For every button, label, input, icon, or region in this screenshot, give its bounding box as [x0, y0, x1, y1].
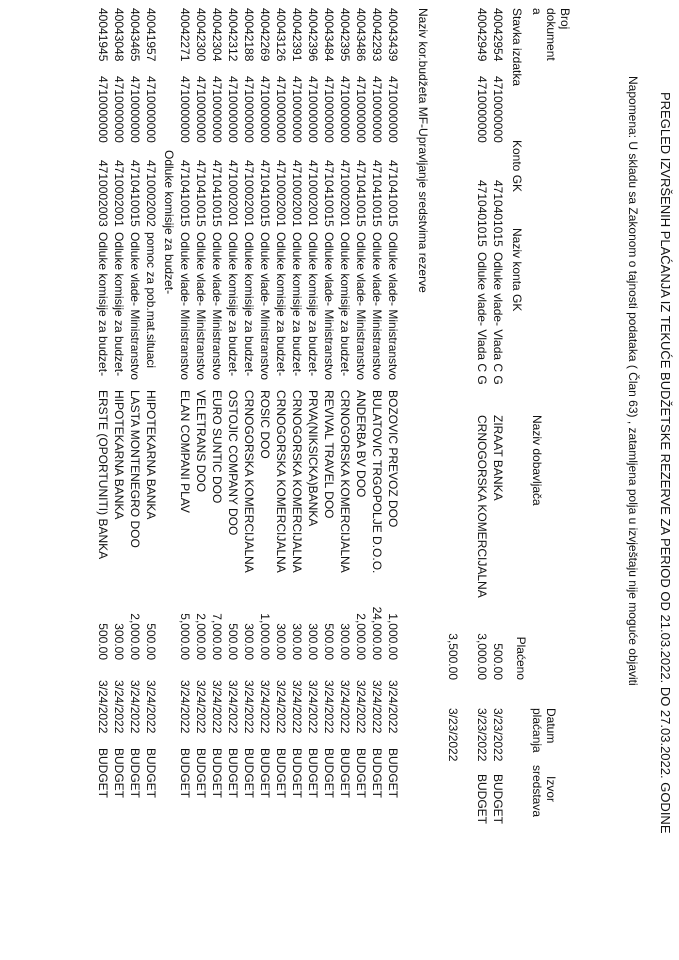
cell-stavka: 4710000000	[144, 76, 158, 143]
header-datum-line1: Datum	[544, 708, 558, 744]
cell-iznos: 500.00	[144, 623, 158, 660]
cell-doc: 40042396	[306, 8, 320, 62]
cell-stavka: 4710000000	[226, 76, 240, 143]
cell-iznos: 500.00	[491, 643, 505, 680]
cell-doc: 40042293	[370, 8, 384, 62]
section-label: Odluke komisije za budzet-	[162, 150, 176, 295]
cell-iznos: 300.00	[338, 623, 352, 660]
cell-konto: 4710002001	[274, 160, 288, 227]
header-izvor-line1: Izvor	[544, 776, 558, 803]
cell-datum: 3/24/2022	[128, 680, 142, 734]
cell-datum: 3/24/2022	[112, 680, 126, 734]
cell-dobavljac: OSTOJIC COMPANY DOO	[226, 390, 240, 536]
cell-stavka: 4710000000	[290, 76, 304, 143]
cell-naziv: Odluke vlade- Ministranstvo	[370, 232, 384, 381]
cell-izvor: BUDGET	[370, 748, 384, 799]
cell-dobavljac: HIPOTEKARNA BANKA	[112, 390, 126, 520]
cell-izvor: BUDGET	[242, 748, 256, 799]
cell-dobavljac: ELAN COMPANI PLAV	[178, 390, 192, 513]
cell-datum: 3/24/2022	[322, 680, 336, 734]
cell-iznos: 500.00	[322, 623, 336, 660]
cell-izvor: BUDGET	[112, 748, 126, 799]
cell-dobavljac: CRNOGORSKA KOMERCIJALNA	[274, 390, 288, 573]
cell-stavka: 4710000000	[306, 76, 320, 143]
cell-konto: 4710410015	[258, 160, 272, 227]
cell-konto: 4710410015	[354, 160, 368, 227]
cell-datum: 3/24/2022	[226, 680, 240, 734]
cell-konto: 4710002001	[226, 160, 240, 227]
cell-doc: 40042949	[475, 8, 489, 62]
cell-stavka: 4710000000	[338, 76, 352, 143]
cell-izvor: BUDGET	[274, 748, 288, 799]
cell-konto: 4710002001	[290, 160, 304, 227]
header-datum-line2: plaćanja	[530, 708, 544, 753]
cell-naziv: Odluke vlade- Vlada C G	[491, 252, 505, 385]
cell-dobavljac: ERSTE (OPORTUNITI) BANKA	[96, 390, 110, 560]
cell-datum: 3/23/2022	[475, 708, 489, 762]
cell-naziv: Odluke vlade- Ministranstvo	[354, 232, 368, 381]
cell-datum: 3/24/2022	[338, 680, 352, 734]
cell-datum: 3/24/2022	[178, 680, 192, 734]
cell-naziv: Odluke komisije za budzet-	[242, 232, 256, 377]
cell-naziv: Odluke vlade- Ministranstvo	[194, 232, 208, 381]
page-title: PREGLED IZVRŠENIH PLAĆANJA IZ TEKUĆE BUDŽETSKE REZERVE ZA PERIOD OD 21.03.2022. DO 27.03.2022. GODINE	[658, 92, 673, 834]
cell-datum: 3/24/2022	[370, 680, 384, 734]
cell-konto: 4710002003	[96, 160, 110, 227]
cell-konto: 4710410015	[386, 160, 400, 227]
header-izvor-line2: sredstava	[530, 765, 544, 818]
cell-izvor: BUDGET	[491, 774, 505, 825]
cell-naziv: Odluke vlade- Ministranstvo	[322, 232, 336, 381]
cell-dobavljac: ANDERBA BV DOO	[354, 390, 368, 498]
cell-konto: 4710410015	[322, 160, 336, 227]
cell-naziv: Odluke vlade- Ministranstvo	[178, 232, 192, 381]
cell-doc: 40043465	[128, 8, 142, 62]
cell-iznos: 300.00	[290, 623, 304, 660]
cell-dobavljac: LASTA MONTENEGRO DOO	[128, 390, 142, 548]
cell-doc: 40043484	[322, 8, 336, 62]
cell-stavka: 4710000000	[258, 76, 272, 143]
cell-stavka: 4710000000	[178, 76, 192, 143]
cell-doc: 40042304	[210, 8, 224, 62]
cell-izvor: BUDGET	[338, 748, 352, 799]
cell-izvor: BUDGET	[226, 748, 240, 799]
cell-datum: 3/24/2022	[96, 680, 110, 734]
cell-konto: 4710002001	[242, 160, 256, 227]
cell-iznos: 500.00	[96, 623, 110, 660]
cell-doc: 40043439	[386, 8, 400, 62]
cell-izvor: BUDGET	[210, 748, 224, 799]
cell-izvor: BUDGET	[128, 748, 142, 799]
cell-dobavljac: ROSIC DOO	[258, 390, 272, 459]
cell-stavka: 4710000000	[370, 76, 384, 143]
budget-unit-label: Naziv kor.budžeta MF-Upravljanje sredstvima rezerve	[416, 8, 430, 293]
cell-konto: 4710410015	[178, 160, 192, 227]
cell-stavka: 4710000000	[274, 76, 288, 143]
header-doc-line1: Broj	[558, 8, 572, 30]
cell-doc: 40042269	[258, 8, 272, 62]
cell-dobavljac: BOZOVIC PREVOZ DOO	[386, 390, 400, 528]
cell-dobavljac: CRNOGORSKA KOMERCIJALNA	[242, 390, 256, 573]
cell-izvor: BUDGET	[178, 748, 192, 799]
cell-iznos: 1,000.00	[258, 613, 272, 660]
confidentiality-note: Napomena: U skladu sa Zakonom o tajnosti podataka ( Član 63) , zatamljena polja u izvještaju nije moguće objaviti	[626, 76, 640, 686]
cell-izvor: BUDGET	[322, 748, 336, 799]
cell-datum: 3/24/2022	[258, 680, 272, 734]
cell-iznos: 2,000.00	[194, 613, 208, 660]
header-doc-line3: a	[530, 8, 544, 15]
cell-datum: 3/24/2022	[386, 680, 400, 734]
cell-dobavljac: VELETRANS DOO	[194, 390, 208, 493]
cell-dobavljac: PRVA(NIKSICKA)BANKA	[306, 390, 320, 527]
cell-stavka: 4710000000	[322, 76, 336, 143]
cell-stavka: 4710000000	[354, 76, 368, 143]
cell-doc: 40041957	[144, 8, 158, 62]
cell-iznos: 300.00	[242, 623, 256, 660]
cell-konto: 4710002002	[144, 160, 158, 227]
cell-doc: 40043486	[354, 8, 368, 62]
cell-naziv: pomoc za pob.mat.situaci	[144, 232, 158, 369]
cell-datum: 3/24/2022	[306, 680, 320, 734]
cell-konto: 4710002001	[306, 160, 320, 227]
cell-stavka: 4710000000	[194, 76, 208, 143]
header-dobavljac: Naziv dobavljača	[530, 415, 544, 506]
cell-izvor: BUDGET	[290, 748, 304, 799]
cell-datum: 3/24/2022	[242, 680, 256, 734]
cell-stavka: 4710000000	[475, 76, 489, 143]
cell-izvor: BUDGET	[354, 748, 368, 799]
cell-naziv: Odluke komisije za budzet-	[226, 232, 240, 377]
header-stavka: Stavka izdatka	[510, 8, 524, 87]
cell-dobavljac: EURO SUNTIC DOO	[210, 390, 224, 504]
cell-doc: 40042188	[242, 8, 256, 62]
cell-iznos: 24,000.00	[370, 606, 384, 660]
cell-datum: 3/24/2022	[354, 680, 368, 734]
cell-naziv: Odluke vlade- Ministranstvo	[258, 232, 272, 381]
cell-izvor: BUDGET	[96, 748, 110, 799]
cell-stavka: 4710000000	[128, 76, 142, 143]
cell-doc: 40042395	[338, 8, 352, 62]
cell-doc: 40042391	[290, 8, 304, 62]
cell-konto: 4710002001	[112, 160, 126, 227]
cell-konto: 4710401015	[491, 180, 505, 247]
cell-izvor: BUDGET	[194, 748, 208, 799]
group1-total-date: 3/23/2022	[446, 708, 460, 762]
group1-total: 3,500.00	[446, 633, 460, 680]
cell-konto: 4710410015	[194, 160, 208, 227]
cell-iznos: 300.00	[112, 623, 126, 660]
header-konto: Konto GK	[510, 140, 524, 193]
cell-datum: 3/23/2022	[491, 708, 505, 762]
cell-iznos: 300.00	[306, 623, 320, 660]
cell-iznos: 3,000.00	[475, 633, 489, 680]
cell-doc: 40043048	[112, 8, 126, 62]
cell-naziv: Odluke vlade- Ministranstvo	[128, 232, 142, 381]
cell-doc: 40042271	[178, 8, 192, 62]
cell-doc: 40043126	[274, 8, 288, 62]
cell-stavka: 4710000000	[386, 76, 400, 143]
cell-iznos: 2,000.00	[128, 613, 142, 660]
cell-stavka: 4710000000	[242, 76, 256, 143]
cell-naziv: Odluke komisije za budzet-	[338, 232, 352, 377]
cell-datum: 3/24/2022	[194, 680, 208, 734]
cell-naziv: Odluke komisije za budzet-	[290, 232, 304, 377]
cell-iznos: 1,000.00	[386, 613, 400, 660]
cell-konto: 4710401015	[475, 180, 489, 247]
cell-dobavljac: CRNOGORSKA KOMERCIJALNA	[290, 390, 304, 573]
cell-doc: 40042954	[491, 8, 505, 62]
cell-dobavljac: HIPOTEKARNA BANKA	[144, 390, 158, 520]
cell-naziv: Odluke komisije za budzet-	[96, 232, 110, 377]
cell-dobavljac: REVIVAL TRAVEL DOO	[322, 390, 336, 519]
cell-dobavljac: BULATOVIC TRGOPOLJE D.O.O.	[370, 390, 384, 574]
cell-izvor: BUDGET	[258, 748, 272, 799]
cell-stavka: 4710000000	[112, 76, 126, 143]
cell-doc: 40042312	[226, 8, 240, 62]
cell-datum: 3/24/2022	[144, 680, 158, 734]
cell-dobavljac: CRNOGORSKA KOMERCIJALNA	[475, 415, 489, 598]
cell-stavka: 4710000000	[491, 76, 505, 143]
cell-iznos: 5,000.00	[178, 613, 192, 660]
cell-datum: 3/24/2022	[274, 680, 288, 734]
cell-doc: 40042300	[194, 8, 208, 62]
cell-stavka: 4710000000	[96, 76, 110, 143]
cell-iznos: 300.00	[274, 623, 288, 660]
cell-konto: 4710410015	[128, 160, 142, 227]
cell-naziv: Odluke vlade- Ministranstvo	[210, 232, 224, 381]
cell-dobavljac: ZIRAAT BANKA	[491, 415, 505, 501]
cell-naziv: Odluke komisije za budzet-	[112, 232, 126, 377]
cell-stavka: 4710000000	[210, 76, 224, 143]
cell-dobavljac: CRNOGORSKA KOMERCIJALNA	[338, 390, 352, 573]
cell-naziv: Odluke vlade- Vlada C G	[475, 252, 489, 385]
cell-iznos: 500.00	[226, 623, 240, 660]
cell-datum: 3/24/2022	[290, 680, 304, 734]
header-doc-line2: dokument	[544, 8, 558, 61]
cell-izvor: BUDGET	[306, 748, 320, 799]
cell-iznos: 7,000.00	[210, 613, 224, 660]
cell-datum: 3/24/2022	[210, 680, 224, 734]
cell-izvor: BUDGET	[475, 774, 489, 825]
cell-iznos: 2,000.00	[354, 613, 368, 660]
header-placeno: Plaćeno	[514, 636, 528, 680]
cell-doc: 40041945	[96, 8, 110, 62]
cell-konto: 4710410015	[370, 160, 384, 227]
header-naziv-konta: Naziv konta GK	[510, 228, 524, 312]
cell-izvor: BUDGET	[144, 748, 158, 799]
cell-konto: 4710002001	[338, 160, 352, 227]
cell-izvor: BUDGET	[386, 748, 400, 799]
cell-konto: 4710410015	[210, 160, 224, 227]
cell-naziv: Odluke vlade- Ministranstvo	[386, 232, 400, 381]
cell-naziv: Odluke komisije za budzet-	[306, 232, 320, 377]
cell-naziv: Odluke komisije za budzet-	[274, 232, 288, 377]
